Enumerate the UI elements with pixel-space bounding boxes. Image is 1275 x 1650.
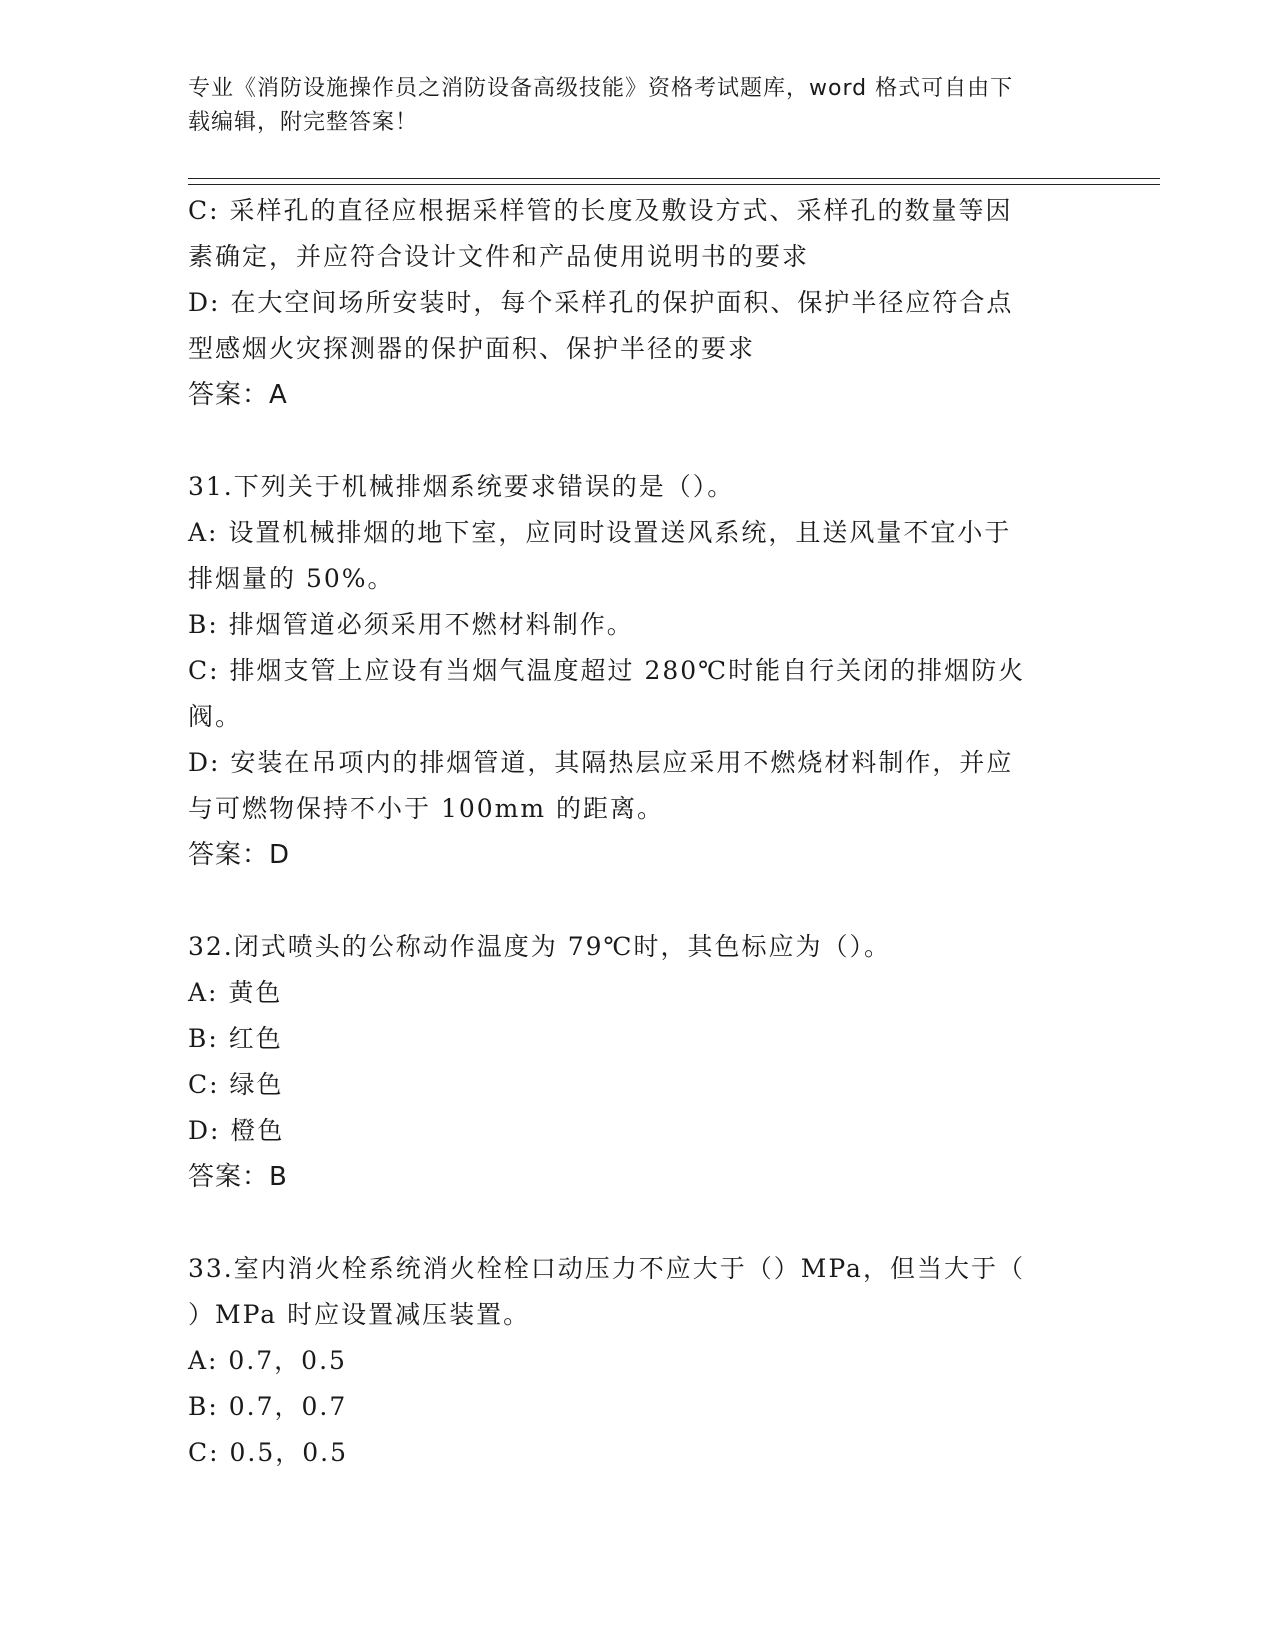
q33-option-b: B: 0.7，0.7: [188, 1392, 348, 1421]
header-line-2: 载编辑，附完整答案！: [188, 110, 419, 135]
prev-option-c-line-1: C: 采样孔的直径应根据采样管的长度及敷设方式、采样孔的数量等因: [188, 196, 1013, 225]
q32-option-a: A: 黄色: [188, 978, 283, 1007]
q32-option-d: D: 橙色: [188, 1116, 285, 1145]
q31-option-b: B: 排烟管道必须采用不燃材料制作。: [188, 610, 634, 639]
q31-option-c-line-2: 阀。: [188, 702, 243, 731]
spacer: [188, 1200, 1078, 1246]
q31-stem: 31.下列关于机械排烟系统要求错误的是（）。: [188, 472, 735, 501]
prev-answer: 答案：A: [188, 380, 288, 410]
spacer: [188, 418, 1078, 464]
q33-stem-line-2: ）MPa 时应设置减压装置。: [188, 1300, 531, 1329]
q31-answer: 答案：D: [188, 840, 291, 870]
header-rule-top: [188, 178, 1160, 179]
q33-option-c: C: 0.5，0.5: [188, 1438, 349, 1467]
header-rule-bottom: [188, 184, 1160, 185]
q32-stem: 32.闭式喷头的公称动作温度为 79℃时，其色标应为（）。: [188, 932, 891, 961]
header-line-1: 专业《消防设施操作员之消防设备高级技能》资格考试题库，word 格式可自由下: [188, 76, 1014, 101]
q32-option-b: B: 红色: [188, 1024, 283, 1053]
spacer: [188, 878, 1078, 924]
q31-option-d-line-2: 与可燃物保持不小于 100mm 的距离。: [188, 794, 665, 823]
q31-option-d-line-1: D: 安装在吊项内的排烟管道，其隔热层应采用不燃烧材料制作，并应: [188, 748, 1014, 777]
q31-option-a-line-1: A: 设置机械排烟的地下室，应同时设置送风系统，且送风量不宜小于: [188, 518, 1012, 547]
prev-option-c-line-2: 素确定，并应符合设计文件和产品使用说明书的要求: [188, 242, 810, 271]
q33-option-a: A: 0.7，0.5: [188, 1346, 347, 1375]
prev-option-d-line-1: D: 在大空间场所安装时，每个采样孔的保护面积、保护半径应符合点: [188, 288, 1014, 317]
prev-option-d-line-2: 型感烟火灾探测器的保护面积、保护半径的要求: [188, 334, 756, 363]
q32-answer: 答案：B: [188, 1162, 288, 1192]
q33-stem-line-1: 33.室内消火栓系统消火栓栓口动压力不应大于（）MPa，但当大于（: [188, 1254, 1025, 1283]
q31-option-a-line-2: 排烟量的 50%。: [188, 564, 395, 593]
document-header: [188, 72, 1078, 140]
q32-option-c: C: 绿色: [188, 1070, 284, 1099]
q31-option-c-line-1: C: 排烟支管上应设有当烟气温度超过 280℃时能自行关闭的排烟防火: [188, 656, 1026, 685]
question-content: [188, 188, 1078, 1476]
